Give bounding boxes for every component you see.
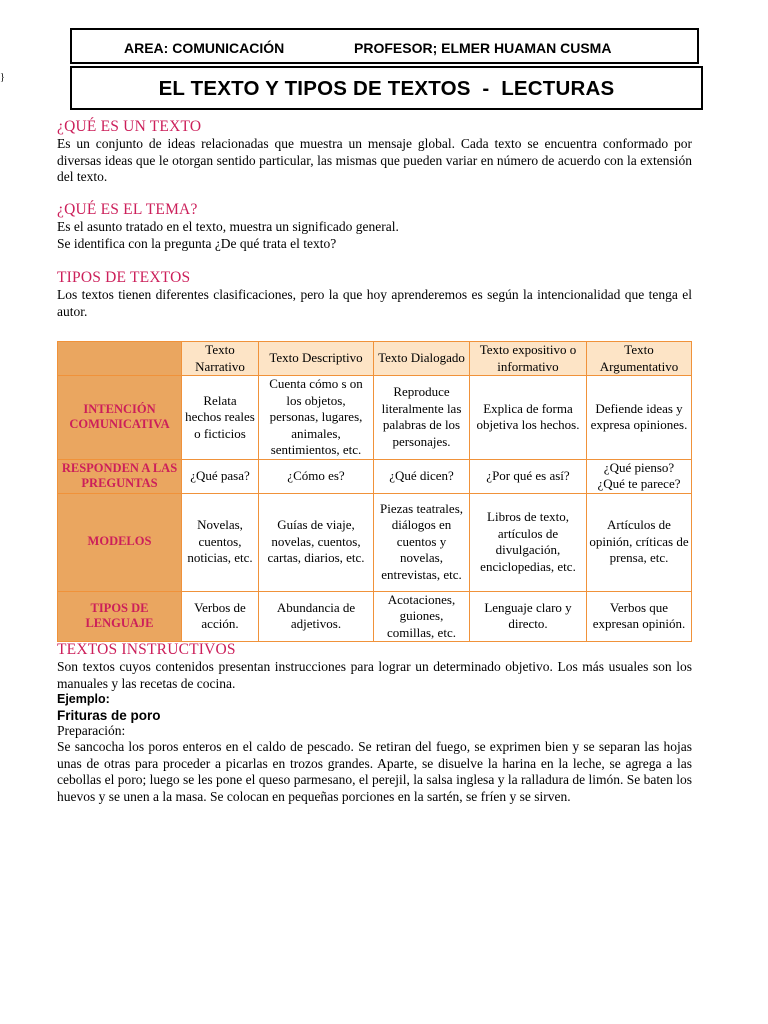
- table-row: [58, 591, 692, 642]
- heading-textos-instructivos: TEXTOS INSTRUCTIVOS: [57, 641, 236, 658]
- table-cell: Abundancia de adjetivos.: [259, 591, 374, 642]
- recipe-title: Frituras de poro: [57, 708, 161, 723]
- column-header: Texto Argumentativo: [587, 342, 692, 376]
- table-cell: Relata hechos reales o ficticios: [182, 376, 259, 460]
- table-cell: ¿Qué pienso? ¿Qué te parece?: [587, 459, 692, 493]
- column-header: Texto Descriptivo: [259, 342, 374, 376]
- table-cell: Verbos de acción.: [182, 591, 259, 642]
- table-cell: Piezas teatrales, diálogos en cuentos y novelas, entrevistas, etc.: [374, 493, 470, 591]
- table-header-row: [58, 342, 692, 376]
- types-table: [57, 341, 692, 642]
- table-cell: Novelas, cuentos, noticias, etc.: [182, 493, 259, 591]
- row-label: MODELOS: [58, 493, 182, 591]
- header-info-box: [70, 28, 699, 64]
- paragraph-preparacion: Se sancocha los poros enteros en el caldo de pescado. Se retiran del fuego, se exprimen bien y se separan las hojas unas de otras para proceder a picarlas en trozos grandes. Aparte, se disuelve la harina en la leche, se agrega a las cebollas el poro; luego se les pone el queso parmesano, el perejil, la salsa inglesa y la ralladura de limón. Se baten los huevos y se unen a la masa. Se colocan en pequeñas porciones en la sartén, se fríen y se sirven.: [57, 739, 692, 804]
- table-cell: Verbos que expresan opinión.: [587, 591, 692, 642]
- column-header: Texto expositivo o informativo: [470, 342, 587, 376]
- row-label: INTENCIÓN COMUNICATIVA: [58, 376, 182, 460]
- table-row: [58, 376, 692, 460]
- table-cell: Acotaciones, guiones, comillas, etc.: [374, 591, 470, 642]
- heading-que-es-texto: ¿QUÉ ES UN TEXTO: [57, 118, 202, 135]
- ejemplo-label: Ejemplo:: [57, 692, 110, 706]
- heading-que-es-tema: ¿QUÉ ES EL TEMA?: [57, 201, 198, 218]
- row-label: RESPONDEN A LAS PREGUNTAS: [58, 459, 182, 493]
- paragraph-instructivos: Son textos cuyos contenidos presentan instrucciones para lograr un determinado objetivo. Los más usuales son los manuales y las recetas de cocina.: [57, 659, 692, 691]
- table-cell: Explica de forma objetiva los hechos.: [470, 376, 587, 460]
- row-label: TIPOS DE LENGUAJE: [58, 591, 182, 642]
- table-cell: ¿Por qué es así?: [470, 459, 587, 493]
- table-corner-cell: [58, 342, 182, 376]
- preparacion-label: Preparación:: [57, 723, 126, 738]
- paragraph-que-es-texto: Es un conjunto de ideas relacionadas que muestra un mensaje global. Cada texto se encuentra conformado por diversas ideas que le otorgan sentido particular, las mismas que pueden variar en número de acuerdo con la extensión del texto.: [57, 136, 692, 184]
- table-cell: Defiende ideas y expresa opiniones.: [587, 376, 692, 460]
- profesor-label: PROFESOR; ELMER HUAMAN CUSMA: [354, 40, 612, 56]
- line-tema-2: Se identifica con la pregunta ¿De qué trata el texto?: [57, 235, 337, 251]
- table-cell: Guías de viaje, novelas, cuentos, cartas, diarios, etc.: [259, 493, 374, 591]
- table-cell: Libros de texto, artículos de divulgación, enciclopedias, etc.: [470, 493, 587, 591]
- line-tema-1: Es el asunto tratado en el texto, muestra un significado general.: [57, 219, 399, 234]
- paragraph-tipos-textos: Los textos tienen diferentes clasificaciones, pero la que hoy aprenderemos es según la intencionalidad que tenga el autor.: [57, 287, 692, 319]
- column-header: Texto Dialogado: [374, 342, 470, 376]
- table-cell: Artículos de opinión, críticas de prensa, etc.: [587, 493, 692, 591]
- area-label: AREA: COMUNICACIÓN: [124, 40, 285, 56]
- column-header: Texto Narrativo: [182, 342, 259, 376]
- table-cell: Cuenta cómo s on los objetos, personas, lugares, animales, sentimientos, etc.: [259, 376, 374, 460]
- table-cell: Lenguaje claro y directo.: [470, 591, 587, 642]
- table-cell: ¿Qué dicen?: [374, 459, 470, 493]
- table-cell: ¿Qué pasa?: [182, 459, 259, 493]
- stray-brace: }: [0, 72, 5, 83]
- table-row: [58, 459, 692, 493]
- page-title: EL TEXTO Y TIPOS DE TEXTOS - LECTURAS: [70, 66, 703, 110]
- heading-tipos-textos: TIPOS DE TEXTOS: [57, 269, 191, 286]
- table-cell: Reproduce literalmente las palabras de los personajes.: [374, 376, 470, 460]
- table-cell: ¿Cómo es?: [259, 459, 374, 493]
- table-row: [58, 493, 692, 591]
